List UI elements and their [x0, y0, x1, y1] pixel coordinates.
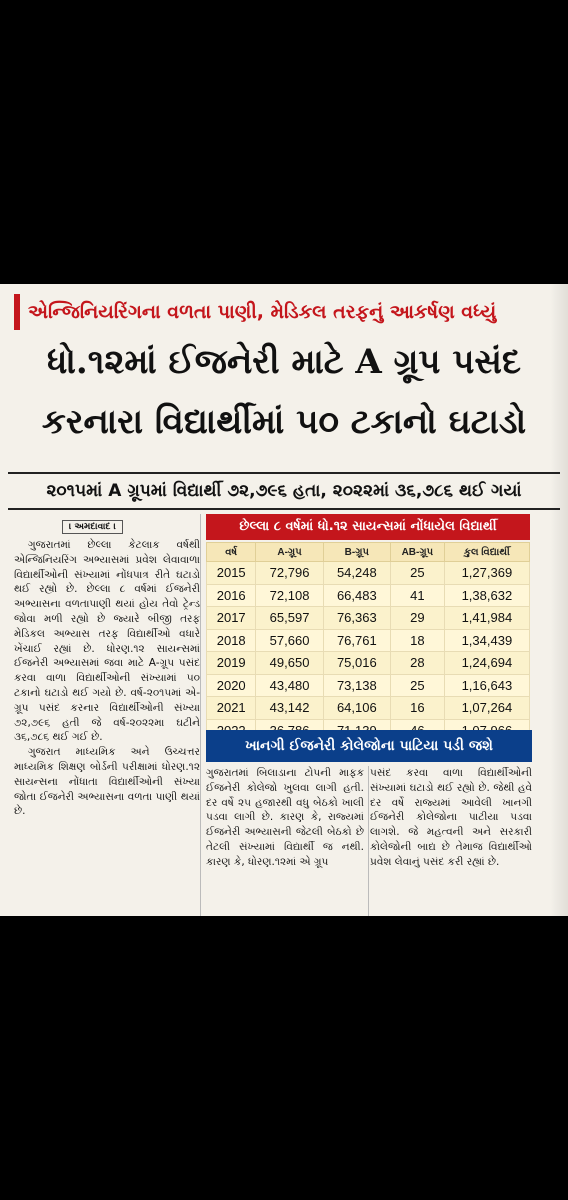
table-row	[207, 562, 530, 585]
cell-year: 2018	[207, 629, 256, 652]
page-edge-shadow	[550, 284, 568, 916]
cell-b-group: 75,016	[323, 652, 390, 675]
dateline: । અમદાવાદ ।	[62, 520, 123, 534]
headline-line-1: ધો.૧૨માં ઈજનેરી માટે A ગ્રૂપ પસંદ	[47, 342, 521, 382]
col-header-b-group: B-ગ્રૂપ	[323, 543, 390, 562]
cell-b-group: 66,483	[323, 584, 390, 607]
cell-total: 1,16,643	[444, 674, 529, 697]
cell-year: 2016	[207, 584, 256, 607]
cell-b-group: 76,761	[323, 629, 390, 652]
cell-a-group: 72,796	[256, 562, 323, 585]
cell-ab-group: 29	[390, 607, 444, 630]
cell-year: 2020	[207, 674, 256, 697]
cell-total: 1,24,694	[444, 652, 529, 675]
cell-a-group: 49,650	[256, 652, 323, 675]
cell-total: 1,34,439	[444, 629, 529, 652]
section-banner: ખાનગી ઈજનેરી કોલેજોના પાટિયા પડી જશે	[206, 730, 532, 762]
enrollment-table	[206, 542, 530, 742]
cell-year: 2019	[207, 652, 256, 675]
col-header-total: કુલ વિદ્યાર્થી	[444, 543, 529, 562]
newspaper-clipping	[0, 284, 568, 916]
cell-a-group: 65,597	[256, 607, 323, 630]
cell-year: 2015	[207, 562, 256, 585]
cell-ab-group: 41	[390, 584, 444, 607]
table-row	[207, 584, 530, 607]
cell-b-group: 73,138	[323, 674, 390, 697]
cell-total: 1,07,264	[444, 697, 529, 720]
cell-a-group: 57,660	[256, 629, 323, 652]
table-title: છેલ્લા ૮ વર્ષમાં ધો.૧૨ સાયન્સમાં નોંધાયેલ વિદ્યાર્થી	[206, 514, 530, 540]
body-paragraph-1: ગુજરાતમાં છેલ્લા કેટલાક વર્ષથી એન્જિનિયરિંગ અભ્યાસમાં પ્રવેશ લેવાવાળા વિદ્યાર્થીઓની સંખ્યામાં નોંધપાત્ર રીતે ઘટાડો થઈ રહ્યો છે. છેલ્લા ૮ વર્ષમાં ઈજનેરી અભ્યાસના વળતાપાણી થયાં હોય તેવો ટ્રેન્ડ જોવા મળી રહ્યો છે જ્યારે બીજી તરફ મેડિકલ અભ્યાસ તરફ વિદ્યાર્થીઓ વધારે ખેંચાઈ રહ્યાં છે. ધોરણ.૧૨ સાયન્સમાં ઈજનેરી અભ્યાસમાં જવા માટે A-ગ્રૂપ પસંદ કરવા વાળા વિદ્યાર્થીઓની સંખ્યામાં ૫૦ ટકાનો ઘટાડો થઈ ગયો છે. વર્ષ-૨૦૧૫માં એ-ગ્રૂપ પસંદ કરનાર વિદ્યાર્થીઓની સંખ્યા ૭૨,૭૯૬ હતી જે વર્ષ-૨૦૨૨મા ઘટીને ૩૬,૭૮૬ થઈ ગઈ છે.	[14, 539, 200, 744]
cell-a-group: 43,480	[256, 674, 323, 697]
article-kicker: એન્જિનિયરિંગના વળતા પાણી, મેડિકલ તરફનું આકર્ષણ વધ્યું	[14, 294, 568, 330]
cell-b-group: 54,248	[323, 562, 390, 585]
cell-a-group: 43,142	[256, 697, 323, 720]
cell-b-group: 76,363	[323, 607, 390, 630]
col-header-year: વર્ષ	[207, 543, 256, 562]
table-row	[207, 652, 530, 675]
article-subhead: ૨૦૧૫માં A ગ્રૂપમાં વિદ્યાર્થી ૭૨,૭૯૬ હતા, ૨૦૨૨માં ૩૬,૭૮૬ થઈ ગયાં	[8, 472, 560, 510]
middle-column	[206, 766, 369, 916]
cell-year: 2017	[207, 607, 256, 630]
table-row	[207, 629, 530, 652]
cell-ab-group: 25	[390, 562, 444, 585]
table-row	[207, 674, 530, 697]
cell-ab-group: 16	[390, 697, 444, 720]
table-row	[207, 607, 530, 630]
cell-b-group: 64,106	[323, 697, 390, 720]
right-column	[370, 766, 532, 916]
cell-ab-group: 18	[390, 629, 444, 652]
left-column	[14, 514, 201, 916]
col-header-ab-group: AB-ગ્રૂપ	[390, 543, 444, 562]
middle-paragraph: ગુજરાતમાં બિલાડાના ટોપની માફક ઈજનેરી કોલેજો ખુલવા લાગી હતી. દર વર્ષે ૨૫ હજારથી વધુ બેઠકો ખાલી પડવા લાગી છે. કારણ કે, રાજ્યમાં ઈજનેરી અભ્યાસની જેટલી બેઠકો છે તેટલી સંખ્યામાં વિદ્યાર્થી જ નથી. કારણ કે, ધોરણ.૧૨માં એ ગ્રૂપ	[206, 767, 364, 868]
cell-total: 1,41,984	[444, 607, 529, 630]
cell-a-group: 72,108	[256, 584, 323, 607]
cell-ab-group: 28	[390, 652, 444, 675]
right-paragraph: પસંદ કરવા વાળા વિદ્યાર્થીઓની સંખ્યામાં ઘટાડો થઈ રહ્યો છે. જેથી હવે દર વર્ષે રાજ્યમાં આવેલી ખાનગી ઈજનેરી કોલેજોના પાટીયા પડવા લાગશે. જે મહત્વની અને સરકારી કોલેજોની બાદ્ય છે તેમાજ વિદ્યાર્થીઓ પ્રવેશ લેવાનું પસંદ કરી રહ્યાં છે.	[370, 767, 532, 868]
cell-total: 1,27,369	[444, 562, 529, 585]
body-paragraph-2: ગુજરાત માધ્યમિક અને ઉચ્ચત્તર માધ્યમિક શિક્ષણ બોર્ડની પરીક્ષામાં ધોરણ.૧૨ સાયન્સના નોંધાતા વિદ્યાર્થીઓની સંખ્યા જોતા ઈજનેરી અભ્યાસના વળતા પાણી થયાં છે.	[14, 746, 200, 818]
table-header-row	[207, 543, 530, 562]
col-header-a-group: A-ગ્રૂપ	[256, 543, 323, 562]
cell-ab-group: 25	[390, 674, 444, 697]
table-row	[207, 697, 530, 720]
cell-total: 1,38,632	[444, 584, 529, 607]
cell-year: 2021	[207, 697, 256, 720]
headline-line-2: કરનારા વિદ્યાર્થીમાં ૫૦ ટકાનો ઘટાડો	[41, 402, 527, 442]
